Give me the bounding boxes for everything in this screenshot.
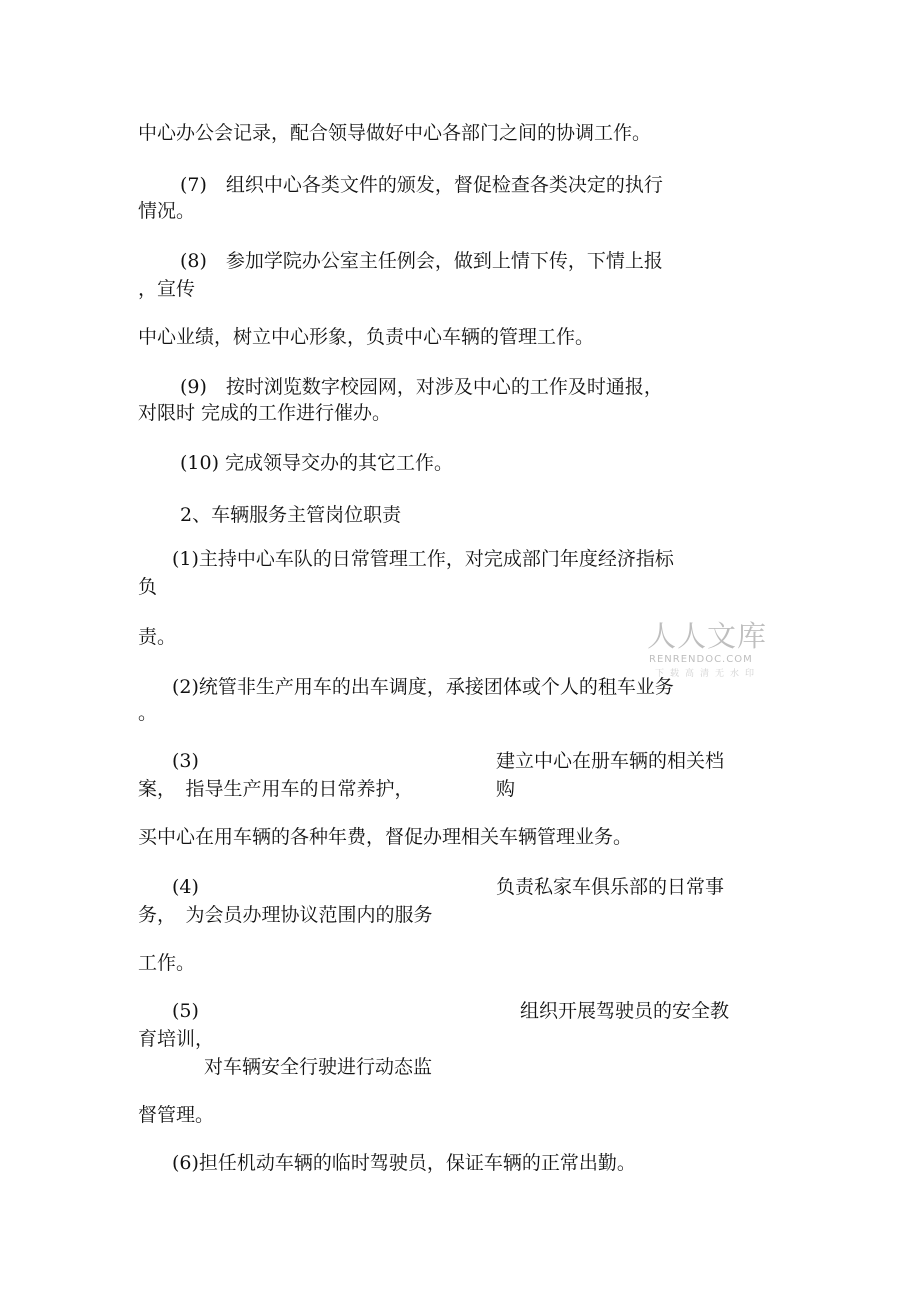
text-line: 工作。 (138, 952, 196, 974)
text-line: 中心办公会记录，配合领导做好中心各部门之间的协调工作。 (138, 122, 652, 144)
section-heading: 2、车辆服务主管岗位职责 (180, 504, 402, 526)
watermark-url: RENRENDOC.COM (649, 654, 753, 665)
text-line: 。 (138, 702, 158, 724)
text-line: 责。 (138, 626, 177, 648)
text-line: 务， 为会员办理协议范围内的服务 (138, 904, 433, 926)
watermark-logo (647, 618, 777, 688)
text-line: 负 (138, 576, 158, 598)
watermark-subtitle: 下载高清无水印 (655, 669, 761, 679)
text-line: (10) 完成领导交办的其它工作。 (180, 452, 454, 474)
text-line: (3) (172, 750, 199, 772)
text-line: 对车辆安全行驶进行动态监 (204, 1056, 433, 1078)
text-line: 督管理。 (138, 1104, 215, 1126)
text-line: 对限时 完成的工作进行催办。 (138, 402, 392, 424)
text-line: (2)统管非生产用车的出车调度，承接团体或个人的租车业务 (172, 676, 674, 698)
text-line: (8) 参加学院办公室主任例会，做到上情下传，下情上报 (180, 250, 663, 272)
text-line: 购 (496, 778, 516, 800)
text-line: (6)担任机动车辆的临时驾驶员，保证车辆的正常出勤。 (172, 1152, 636, 1174)
text-line: 情况。 (138, 200, 196, 222)
text-line: 育培训， (138, 1028, 215, 1050)
text-line: 中心业绩，树立中心形象，负责中心车辆的管理工作。 (138, 326, 595, 348)
text-line: (1)主持中心车队的日常管理工作，对完成部门年度经济指标 (172, 548, 674, 570)
text-line: (9) 按时浏览数字校园网，对涉及中心的工作及时通报， (180, 376, 663, 398)
text-line: 案， 指导生产用车的日常养护， (138, 778, 414, 800)
text-line: ，宣传 (138, 278, 196, 300)
text-line: (5) (172, 1000, 199, 1022)
text-line: 买中心在用车辆的各种年费，督促办理相关车辆管理业务。 (138, 826, 633, 848)
text-line: (4) (172, 876, 199, 898)
text-line: 组织开展驾驶员的安全教 (520, 1000, 730, 1022)
watermark-title: 人人文库 (647, 619, 768, 653)
text-line: 建立中心在册车辆的相关档 (496, 750, 725, 772)
text-line: (7) 组织中心各类文件的颁发，督促检查各类决定的执行 (180, 174, 663, 196)
text-line: 负责私家车俱乐部的日常事 (496, 876, 725, 898)
